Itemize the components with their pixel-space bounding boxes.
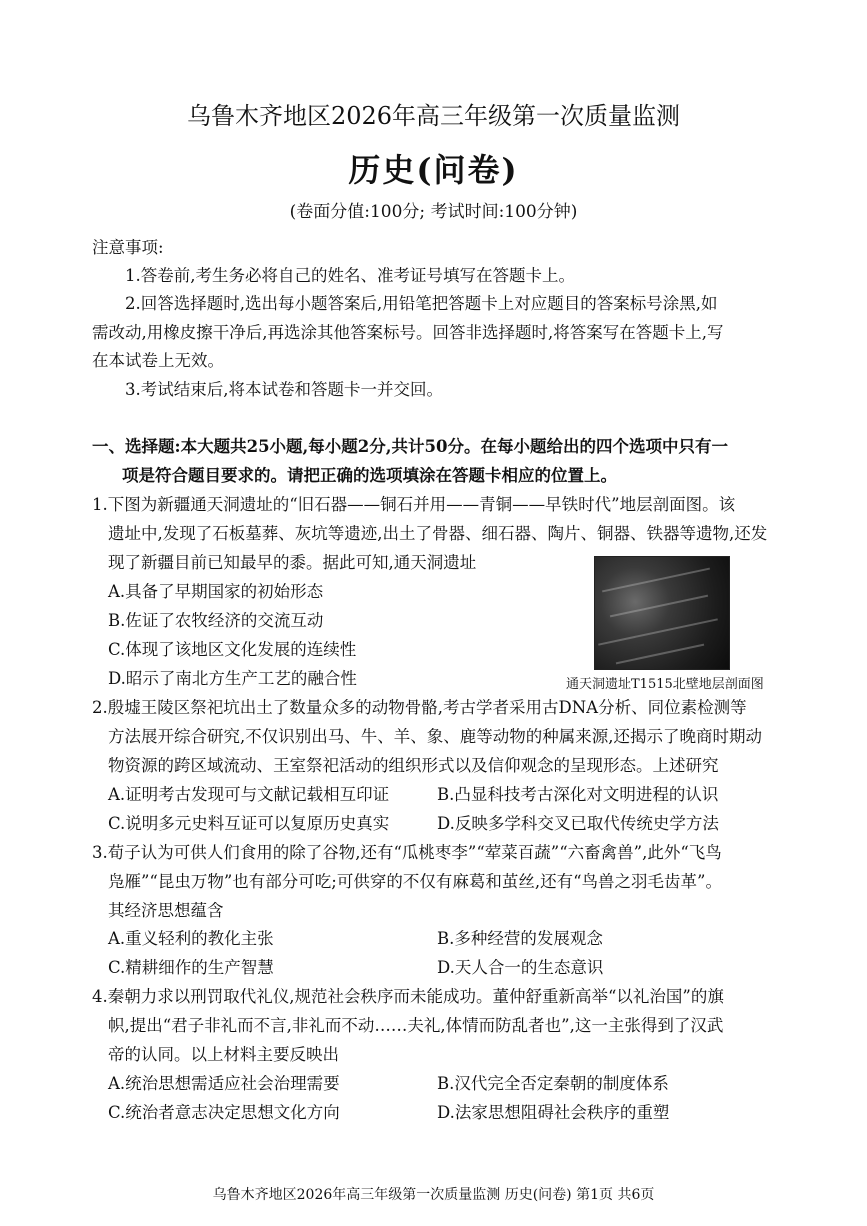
q3-option-c: C.精耕细作的生产智慧: [108, 958, 274, 977]
notice-item-2-line-1: 2.回答选择题时,选出每小题答案后,用铅笔把答题卡上对应题目的答案标号涂黑,如: [125, 294, 718, 313]
notice-item-3: 3.考试结束后,将本试卷和答题卡一并交回。: [125, 380, 443, 399]
q4-stem-line-3: 帝的认同。以上材料主要反映出: [108, 1045, 339, 1064]
q3-stem-line-2: 凫雁”“昆虫万物”也有部分可吃;可供穿的不仅有麻葛和茧丝,还有“鸟兽之羽毛齿革”。: [108, 872, 722, 891]
q3-stem-line-1: 3.荀子认为可供人们食用的除了谷物,还有“瓜桃枣李”“荤菜百蔬”“六畜禽兽”,此外“飞鸟: [92, 843, 722, 862]
notice-item-1: 1.答卷前,考生务必将自己的姓名、准考证号填写在答题卡上。: [125, 266, 575, 285]
q3-stem-line-3: 其经济思想蕴含: [108, 901, 224, 920]
q2-option-d: D.反映多学科交叉已取代传统史学方法: [437, 814, 719, 833]
subject-title: 历史(问卷): [348, 151, 519, 189]
q3-option-a: A.重义轻利的教化主张: [108, 929, 274, 948]
q4-option-d: D.法家思想阻碍社会秩序的重塑: [437, 1103, 670, 1122]
exam-title: 乌鲁木齐地区2026年高三年级第一次质量监测: [186, 102, 681, 130]
notice-item-2-line-2: 需改动,用橡皮擦干净后,再选涂其他答案标号。回答非选择题时,将答案写在答题卡上,写: [92, 323, 724, 342]
q2-option-c: C.说明多元史料互证可以复原历史真实: [108, 814, 390, 833]
exam-meta: (卷面分值:100分; 考试时间:100分钟): [289, 202, 578, 222]
section-instructions-line-1: 一、选择题:本大题共25小题,每小题2分,共计50分。在每小题给出的四个选项中只有一: [92, 437, 728, 456]
q1-option-c: C.体现了该地区文化发展的连续性: [108, 640, 357, 659]
q2-stem-line-3: 物资源的跨区域流动、王室祭祀活动的组织形式以及信仰观念的呈现形态。上述研究: [108, 756, 719, 775]
q1-option-a: A.具备了早期国家的初始形态: [108, 582, 324, 601]
stratigraphic-section-photo: [594, 556, 730, 670]
q4-stem-line-1: 4.秦朝力求以刑罚取代礼仪,规范社会秩序而未能成功。董仲舒重新高举“以礼治国”的旗: [92, 987, 724, 1006]
q4-option-b: B.汉代完全否定秦朝的制度体系: [437, 1074, 669, 1093]
q1-stem-line-3: 现了新疆目前已知最早的黍。据此可知,通天洞遗址: [108, 553, 477, 572]
notice-heading: 注意事项:: [92, 238, 164, 257]
page-footer: 乌鲁木齐地区2026年高三年级第一次质量监测 历史(问卷) 第1页 共6页: [212, 1187, 655, 1203]
q4-option-a: A.统治思想需适应社会治理需要: [108, 1074, 340, 1093]
q2-option-a: A.证明考古发现可与文献记载相互印证: [108, 785, 390, 804]
q1-option-b: B.佐证了农牧经济的交流互动: [108, 611, 324, 630]
notice-item-2-line-3: 在本试卷上无效。: [92, 351, 224, 370]
q4-stem-line-2: 帜,提出“君子非礼而不言,非礼而不动……夫礼,体情而防乱者也”,这一主张得到了汉武: [108, 1016, 724, 1035]
q1-stem-line-2: 遗址中,发现了石板墓葬、灰坑等遗迹,出土了骨器、细石器、陶片、铜器、铁器等遗物,还发: [108, 524, 768, 543]
q3-option-b: B.多种经营的发展观念: [437, 929, 603, 948]
q1-option-d: D.昭示了南北方生产工艺的融合性: [108, 669, 357, 688]
q2-option-b: B.凸显科技考古深化对文明进程的认识: [437, 785, 719, 804]
q4-option-c: C.统治者意志决定思想文化方向: [108, 1103, 340, 1122]
photo-caption: 通天洞遗址T1515北壁地层剖面图: [566, 677, 764, 692]
section-instructions-line-2: 项是符合题目要求的。请把正确的选项填涂在答题卡相应的位置上。: [122, 466, 617, 485]
q1-stem-line-1: 1.下图为新疆通天洞遗址的“旧石器——铜石并用——青铜——早铁时代”地层剖面图。该: [92, 495, 736, 514]
q3-option-d: D.天人合一的生态意识: [437, 958, 604, 977]
q2-stem-line-2: 方法展开综合研究,不仅识别出马、牛、羊、象、鹿等动物的种属来源,还揭示了晚商时期动: [108, 727, 762, 746]
q2-stem-line-1: 2.殷墟王陵区祭祀坑出土了数量众多的动物骨骼,考古学者采用古DNA分析、同位素检测等: [92, 698, 747, 717]
